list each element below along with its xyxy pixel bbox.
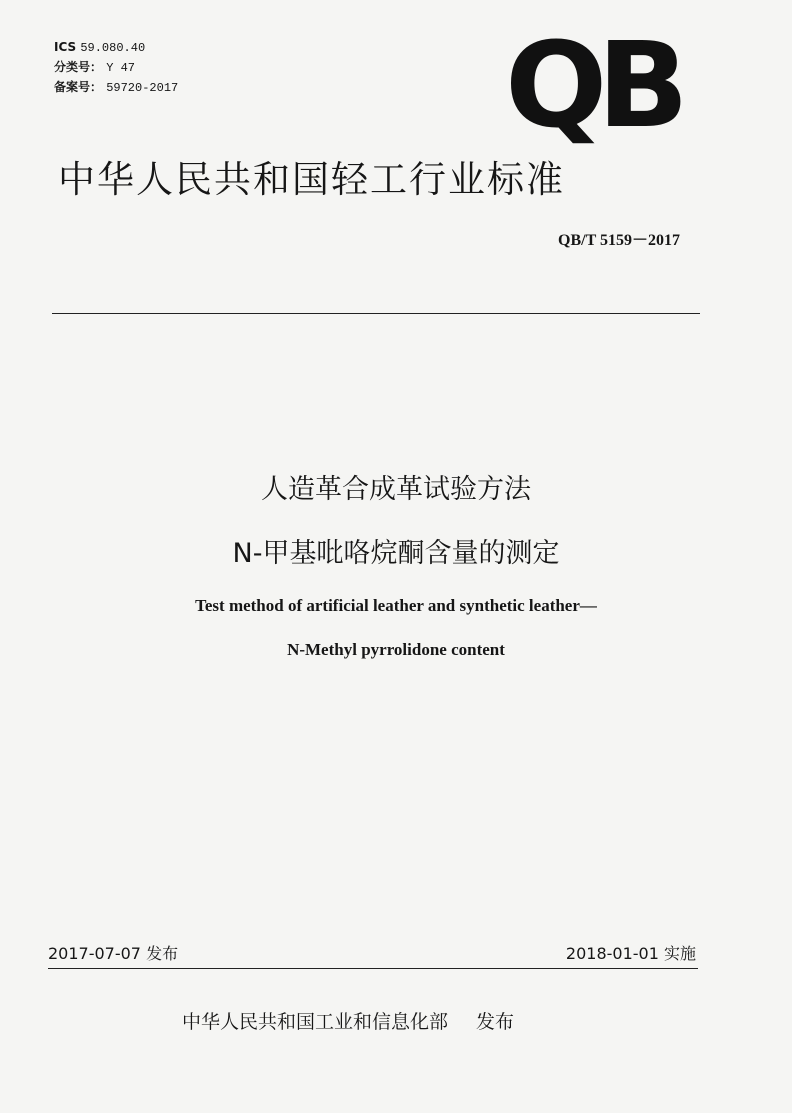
class-row [54,58,178,78]
publisher-name: 中华人民共和国工业和信息化部 [182,1011,449,1033]
record-row [54,78,178,98]
ics-value: 59.080.40 [80,41,146,55]
classification-block [54,38,178,98]
standard-number: QB/T 5159－2017 [558,232,680,249]
title-en-line1: Test method of artificial leather and synthetic leather— [195,596,597,615]
record-label: 备案号： [54,80,103,94]
org-title: 中华人民共和国轻工行业标准 [58,158,565,201]
release-word: 发布 [476,1011,515,1033]
title-zh-line1: 人造革合成革试验方法 [261,474,531,505]
title-en-line2: N-Methyl pyrrolidone content [287,640,505,659]
ics-label: ICS [54,40,77,54]
title-zh-line2: N-甲基吡咯烷酮含量的测定 [232,538,560,569]
record-value: 59720-2017 [106,81,179,95]
header-divider [52,313,700,314]
footer-divider [48,968,698,969]
issue-date: 2017-07-07 发布 [48,944,179,963]
qb-logo: QB [505,16,679,154]
class-value: Y 47 [106,61,136,75]
publisher-line [182,1008,514,1036]
implementation-date: 2018-01-01 实施 [565,944,696,963]
ics-row [54,38,178,58]
class-label: 分类号： [54,60,103,74]
